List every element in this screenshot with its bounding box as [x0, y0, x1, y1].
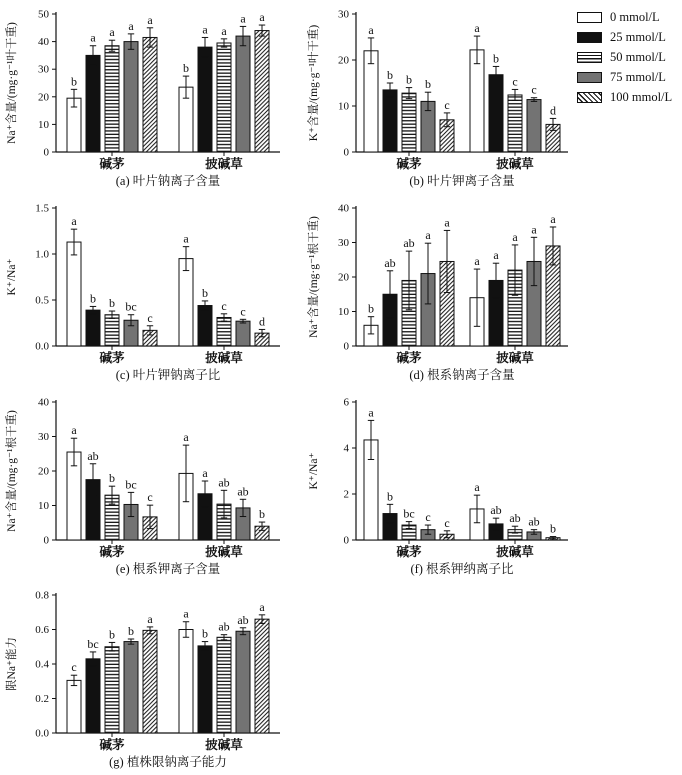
sig-letter: a [147, 12, 153, 27]
bar-披碱草-25 mmol/L [198, 646, 212, 733]
chart-svg-f [305, 388, 582, 582]
bar-披碱草-50 mmol/L [217, 317, 231, 346]
y-tick-label: 2 [343, 488, 349, 501]
bar-披碱草-50 mmol/L [217, 43, 231, 152]
bar-披碱草-50 mmol/L [217, 637, 231, 733]
sig-letter: c [425, 510, 431, 525]
bar-碱茅-0 mmol/L [67, 242, 81, 346]
legend-label: 50 mmol/L [610, 49, 666, 64]
sig-letter: c [147, 310, 153, 325]
bar-披碱草-25 mmol/L [198, 306, 212, 346]
category-label: 碱茅 [99, 738, 125, 752]
y-tick-label: 6 [343, 396, 349, 409]
sig-letter: ab [237, 612, 249, 627]
sig-letter: c [444, 97, 450, 112]
y-tick-label: 0.4 [35, 658, 49, 671]
sig-letter: a [444, 215, 450, 230]
chart-b-leaf-k-content [305, 0, 582, 199]
y-tick-label: 0.5 [35, 294, 49, 307]
legend-swatch-gray-icon [577, 72, 602, 83]
sig-letter: a [221, 23, 227, 38]
y-tick-label: 20 [38, 465, 49, 478]
bar-披碱草-0 mmol/L [179, 630, 193, 734]
sig-letter: a [109, 25, 115, 40]
y-tick-label: 30 [338, 8, 349, 21]
legend-swatch-hatch-icon [577, 92, 602, 103]
bar-碱茅-75 mmol/L [124, 642, 138, 733]
bar-披碱草-25 mmol/L [198, 47, 212, 152]
chart-caption: (g) 植株限钠离子能力 [109, 755, 227, 769]
sig-letter: ab [87, 448, 99, 463]
legend-item-100mmol [577, 87, 672, 107]
sig-letter: a [71, 214, 77, 229]
y-tick-label: 30 [338, 237, 349, 249]
y-axis-label: Na⁺含量/(mg·g⁻¹根干重) [6, 410, 18, 532]
y-tick-label: 4 [343, 442, 349, 455]
bar-披碱草-100 mmol/L [255, 619, 269, 733]
sig-letter: b [71, 74, 77, 89]
sig-letter: c [71, 660, 77, 675]
chart-svg-g [0, 581, 341, 775]
sig-letter: a [425, 228, 431, 243]
sig-letter: ab [384, 255, 396, 270]
bar-碱茅-50 mmol/L [105, 46, 119, 152]
sig-letter: bc [125, 299, 137, 314]
bar-碱茅-100 mmol/L [143, 630, 157, 733]
y-tick-label: 10 [38, 500, 49, 512]
legend-item-75mmol [577, 67, 672, 87]
chart-d-root-na-content [305, 194, 582, 393]
sig-letter: bc [125, 477, 137, 492]
sig-letter: d [259, 314, 265, 329]
bar-披碱草-50 mmol/L [508, 95, 522, 152]
legend-item-50mmol [577, 47, 672, 67]
chart-svg-d [305, 194, 582, 388]
sig-letter: b [109, 627, 115, 642]
y-tick-label: 0 [343, 340, 349, 353]
bar-碱茅-50 mmol/L [105, 647, 119, 733]
y-axis-label: K⁺含量/(mg·g⁻¹叶干重) [308, 24, 320, 142]
y-tick-label: 30 [38, 431, 49, 443]
y-tick-label: 30 [38, 63, 49, 76]
sig-letter: c [147, 490, 153, 505]
y-tick-label: 0.0 [35, 727, 49, 740]
category-label: 披碱草 [496, 351, 534, 365]
sig-letter: c [531, 82, 537, 97]
legend-label: 25 mmol/L [610, 29, 666, 44]
y-tick-label: 10 [338, 306, 349, 318]
y-tick-label: 40 [38, 36, 49, 49]
y-tick-label: 40 [38, 396, 49, 409]
bar-碱茅-25 mmol/L [383, 90, 397, 152]
y-axis-label: Na⁺含量/(mg·g⁻¹根干重) [308, 216, 320, 338]
sig-letter: b [368, 301, 374, 316]
bar-碱茅-25 mmol/L [86, 310, 100, 346]
chart-g-plant-na-restriction [0, 581, 341, 775]
chart-caption: (c) 叶片钾钠离子比 [115, 368, 221, 382]
sig-letter: a [71, 423, 77, 438]
category-label: 披碱草 [496, 157, 534, 171]
sig-letter: a [512, 229, 518, 244]
sig-letter: a [474, 254, 480, 269]
y-tick-label: 10 [38, 118, 49, 131]
sig-letter: ab [509, 511, 521, 526]
chart-caption: (b) 叶片钾离子含量 [409, 174, 515, 188]
legend [577, 7, 672, 107]
sig-letter: a [183, 231, 189, 246]
chart-svg-e [0, 388, 341, 582]
sig-letter: a [474, 480, 480, 495]
sig-letter: d [550, 103, 556, 118]
legend-label: 0 mmol/L [610, 9, 660, 24]
sig-letter: a [531, 222, 537, 237]
category-label: 碱茅 [99, 545, 125, 559]
sig-letter: ab [237, 484, 249, 499]
sig-letter: a [90, 30, 96, 45]
category-label: 披碱草 [205, 351, 243, 365]
y-tick-label: 0 [43, 534, 49, 547]
sig-letter: b [90, 291, 96, 306]
bar-披碱草-25 mmol/L [489, 75, 503, 152]
bar-披碱草-0 mmol/L [470, 50, 484, 152]
y-axis-label: 限Na⁺能力 [6, 637, 18, 691]
sig-letter: bc [87, 636, 99, 651]
sig-letter: c [240, 304, 246, 319]
sig-letter: a [550, 211, 556, 226]
chart-e-root-k-content [0, 388, 341, 587]
legend-item-0mmol [577, 7, 672, 27]
sig-letter: b [202, 626, 208, 641]
category-label: 碱茅 [396, 351, 422, 365]
bar-碱茅-25 mmol/L [86, 659, 100, 733]
legend-swatch-black-icon [577, 32, 602, 43]
sig-letter: a [259, 599, 265, 614]
sig-letter: a [183, 606, 189, 621]
sig-letter: b [128, 623, 134, 638]
category-label: 披碱草 [205, 738, 243, 752]
y-tick-label: 10 [338, 100, 349, 113]
sig-letter: b [202, 285, 208, 300]
bar-披碱草-100 mmol/L [255, 31, 269, 152]
legend-swatch-white-icon [577, 12, 602, 23]
sig-letter: bc [403, 506, 415, 521]
bar-披碱草-75 mmol/L [236, 631, 250, 733]
y-axis-label: Na⁺含量/(mg·g⁻¹叶干重) [6, 22, 18, 144]
y-axis-label: K⁺/Na⁺ [308, 452, 320, 490]
sig-letter: c [512, 74, 518, 89]
y-tick-label: 0.2 [35, 693, 49, 705]
chart-a-leaf-na-content [0, 0, 341, 199]
chart-svg-a [0, 0, 341, 194]
sig-letter: b [550, 521, 556, 536]
category-label: 碱茅 [396, 157, 422, 171]
bar-碱茅-50 mmol/L [402, 93, 416, 152]
chart-svg-c [0, 194, 341, 388]
y-tick-label: 0.8 [35, 589, 49, 602]
sig-letter: b [425, 77, 431, 92]
legend-item-25mmol [577, 27, 672, 47]
sig-letter: ab [218, 475, 230, 490]
y-tick-label: 40 [338, 202, 349, 215]
category-label: 披碱草 [205, 157, 243, 171]
bar-碱茅-0 mmol/L [67, 680, 81, 733]
sig-letter: a [368, 22, 374, 37]
y-tick-label: 20 [338, 271, 349, 284]
sig-letter: a [493, 248, 499, 263]
chart-caption: (e) 根系钾离子含量 [115, 562, 221, 576]
sig-letter: ab [218, 619, 230, 634]
sig-letter: a [240, 11, 246, 26]
chart-caption: (f) 根系钾纳离子比 [410, 562, 514, 576]
category-label: 披碱草 [496, 545, 534, 559]
sig-letter: a [202, 466, 208, 481]
category-label: 碱茅 [396, 545, 422, 559]
category-label: 碱茅 [99, 351, 125, 365]
sig-letter: a [183, 430, 189, 445]
y-tick-label: 0.6 [35, 624, 49, 636]
chart-caption: (a) 叶片钠离子含量 [115, 174, 221, 188]
sig-letter: a [128, 18, 134, 33]
sig-letter: a [202, 22, 208, 37]
bar-披碱草-0 mmol/L [179, 259, 193, 346]
sig-letter: b [183, 61, 189, 76]
sig-letter: c [444, 515, 450, 530]
category-label: 碱茅 [99, 157, 125, 171]
bar-碱茅-50 mmol/L [105, 315, 119, 346]
y-tick-label: 0 [343, 146, 349, 159]
y-tick-label: 0 [43, 146, 49, 159]
sig-letter: a [147, 611, 153, 626]
chart-svg-b [305, 0, 582, 194]
y-tick-label: 50 [38, 8, 49, 21]
bar-碱茅-100 mmol/L [143, 37, 157, 152]
y-tick-label: 1.5 [35, 202, 49, 215]
y-axis-label: K⁺/Na⁺ [6, 258, 18, 296]
sig-letter: c [221, 298, 227, 313]
y-tick-label: 0 [343, 534, 349, 547]
y-tick-label: 1.0 [35, 248, 49, 261]
bar-碱茅-25 mmol/L [86, 55, 100, 152]
y-tick-label: 0.0 [35, 340, 49, 353]
sig-letter: ab [403, 236, 415, 251]
sig-letter: b [406, 72, 412, 87]
sig-letter: b [259, 507, 265, 522]
sig-letter: b [109, 471, 115, 486]
bar-披碱草-75 mmol/L [236, 321, 250, 346]
chart-c-leaf-k-na-ratio [0, 194, 341, 393]
sig-letter: b [493, 51, 499, 66]
sig-letter: a [368, 405, 374, 420]
bar-碱茅-75 mmol/L [124, 42, 138, 152]
bar-披碱草-75 mmol/L [527, 100, 541, 152]
chart-caption: (d) 根系钠离子含量 [409, 368, 515, 382]
chart-f-root-k-na-ratio [305, 388, 582, 587]
y-tick-label: 20 [38, 91, 49, 104]
bar-碱茅-0 mmol/L [364, 51, 378, 152]
sig-letter: ab [490, 503, 502, 518]
legend-swatch-hlines-icon [577, 52, 602, 63]
sig-letter: a [474, 21, 480, 36]
y-tick-label: 20 [338, 54, 349, 67]
legend-label: 100 mmol/L [610, 89, 673, 104]
sig-letter: a [259, 10, 265, 25]
sig-letter: b [387, 489, 393, 504]
legend-label: 75 mmol/L [610, 69, 666, 84]
sig-letter: b [387, 68, 393, 82]
bar-披碱草-75 mmol/L [236, 36, 250, 152]
sig-letter: b [109, 296, 115, 311]
sig-letter: ab [528, 514, 540, 529]
category-label: 披碱草 [205, 545, 243, 559]
